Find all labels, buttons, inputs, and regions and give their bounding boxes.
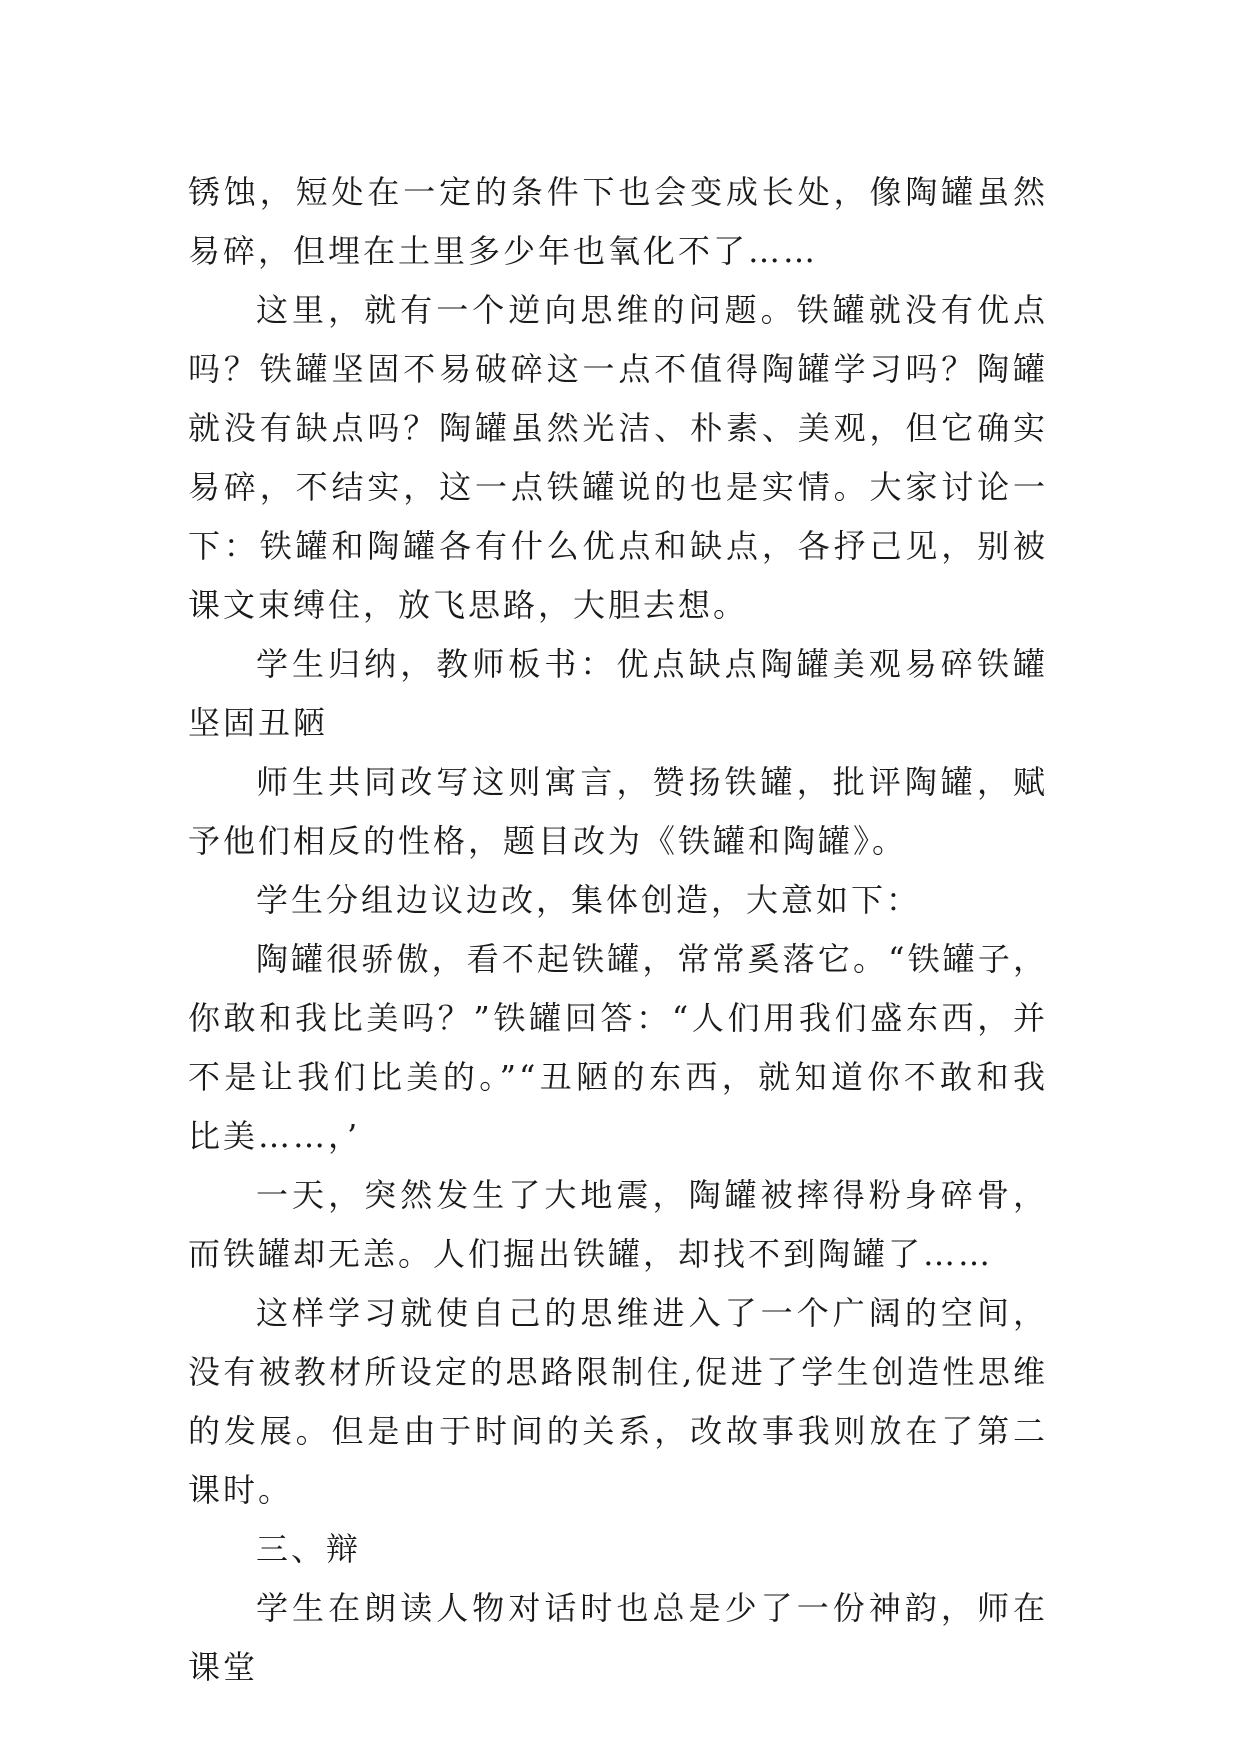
paragraph: 学生分组边议边改，集体创造，大意如下： <box>256 881 922 919</box>
paragraph: 锈蚀，短处在一定的条件下也会变成长处，像陶罐虽然易碎，但埋在土里多少年也氧化不了…… <box>188 173 1048 270</box>
paragraph: 这里，就有一个逆向思维的问题。铁罐就没有优点吗？铁罐坚固不易破碎这一点不值得陶罐学习吗？陶罐就没有缺点吗？陶罐虽然光洁、朴素、美观，但它确实易碎，不结实，这一点铁罐说的也是实情。大家讨论一下：铁罐和陶罐各有什么优点和缺点，各抒己见，别被课文束缚住，放飞思路，大胆去想。 <box>188 291 1048 624</box>
paragraph: 学生在朗读人物对话时也总是少了一份神韵，师在课堂 <box>188 1589 1048 1686</box>
paragraph: 这样学习就使自己的思维进入了一个广阔的空间，没有被教材所设定的思路限制住,促进了学生创造性思维的发展。但是由于时间的关系，改故事我则放在了第二课时。 <box>188 1294 1048 1509</box>
paragraph: 学生归纳，教师板书：优点缺点陶罐美观易碎铁罐坚固丑陋 <box>188 645 1048 742</box>
document-body <box>188 163 1048 1697</box>
paragraph: 师生共同改写这则寓言，赞扬铁罐，批评陶罐，赋予他们相反的性格，题目改为《铁罐和陶罐》。 <box>188 763 1048 860</box>
paragraph: 陶罐很骄傲，看不起铁罐，常常奚落它。“铁罐子，你敢和我比美吗？”铁罐回答：“人们用我们盛东西，并不是让我们比美的。”“丑陋的东西，就知道你不敢和我比美……，’ <box>188 940 1048 1155</box>
section-heading: 三、辩 <box>256 1530 362 1568</box>
paragraph: 一天，突然发生了大地震，陶罐被摔得粉身碎骨，而铁罐却无恙。人们掘出铁罐，却找不到陶罐了…… <box>188 1176 1048 1273</box>
